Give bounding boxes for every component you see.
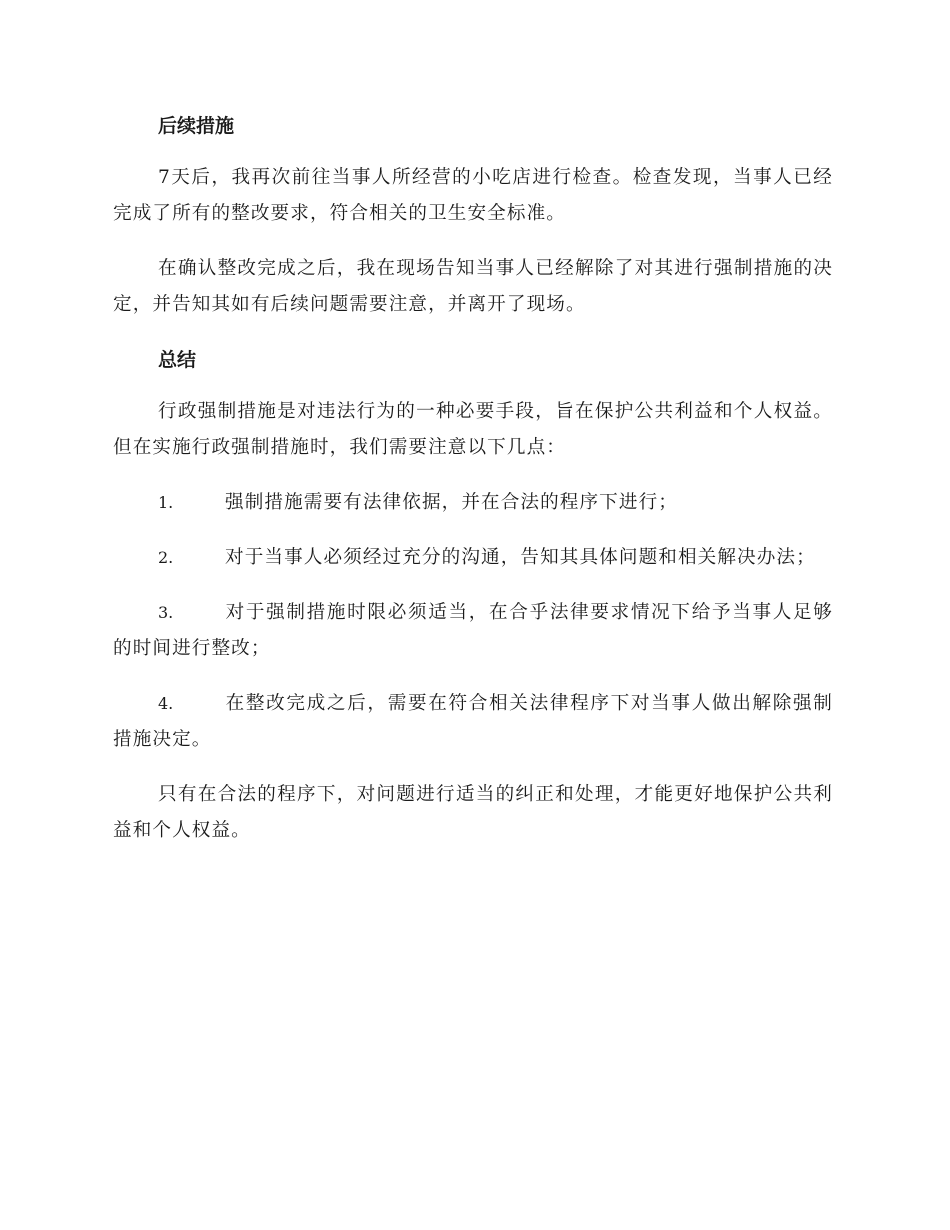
list-item [113, 595, 833, 667]
list-number: 1. [158, 493, 174, 512]
list-text: 在整改完成之后，需要在符合相关法律程序下对当事人做出解除强制措施决定。 [113, 693, 833, 750]
list-number: 2. [158, 548, 174, 567]
list-text: 对于强制措施时限必须适当，在合乎法律要求情况下给予当事人足够的时间进行整改； [113, 602, 833, 659]
list-item [113, 686, 833, 758]
paragraph-conclusion: 只有在合法的程序下，对问题进行适当的纠正和处理，才能更好地保护公共利益和个人权益。 [113, 784, 833, 841]
paragraph-followup-release: 在确认整改完成之后，我在现场告知当事人已经解除了对其进行强制措施的决定，并告知其如有后续问题需要注意，并离开了现场。 [113, 258, 833, 315]
paragraph-followup-check: 7天后，我再次前往当事人所经营的小吃店进行检查。检查发现，当事人已经完成了所有的整改要求，符合相关的卫生安全标准。 [113, 167, 833, 224]
list-item [113, 540, 833, 576]
list-text: 对于当事人必须经过充分的沟通，告知其具体问题和相关解决办法； [225, 547, 816, 568]
document-page [113, 108, 833, 849]
section-heading-followup: 后续措施 [158, 115, 235, 137]
list-text: 强制措施需要有法律依据，并在合法的程序下进行； [225, 492, 678, 513]
list-number: 4. [158, 694, 174, 713]
list-item [113, 485, 833, 521]
paragraph-summary-intro: 行政强制措施是对违法行为的一种必要手段，旨在保护公共利益和个人权益。但在实施行政强制措施时，我们需要注意以下几点： [113, 401, 833, 458]
list-number: 3. [158, 603, 174, 622]
section-heading-summary: 总结 [158, 349, 197, 371]
